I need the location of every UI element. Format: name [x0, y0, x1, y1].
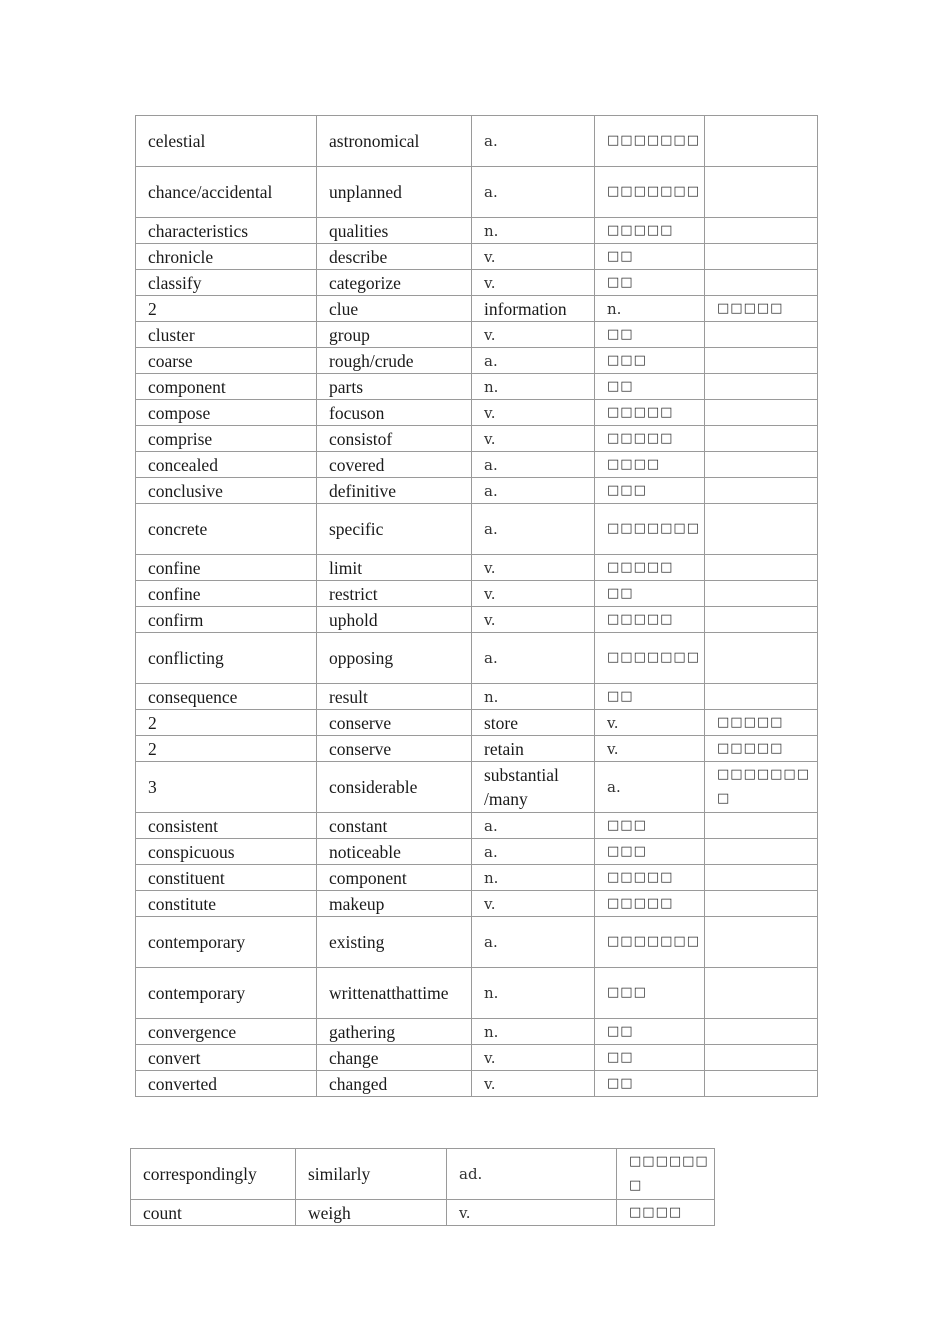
- cell-c1: constituent: [136, 865, 317, 891]
- table-row: [136, 400, 818, 426]
- cell-c1: confine: [136, 555, 317, 581]
- cell-c5: [705, 633, 818, 684]
- cell-c1: conflicting: [136, 633, 317, 684]
- cell-c1: concealed: [136, 452, 317, 478]
- cell-c5: [705, 1045, 818, 1071]
- cell-c1: chance/accidental: [136, 167, 317, 218]
- cell-c2: focuson: [317, 400, 472, 426]
- cell-c3: n.: [472, 374, 595, 400]
- table-row: [136, 736, 818, 762]
- cell-c4: □□□□: [595, 452, 705, 478]
- cell-c1: confine: [136, 581, 317, 607]
- table-row: [136, 374, 818, 400]
- cell-c4: □□□□□: [595, 891, 705, 917]
- cell-c3: information: [472, 296, 595, 322]
- cell-c1: conspicuous: [136, 839, 317, 865]
- cell-c4: □□: [595, 1019, 705, 1045]
- cell-c5: [705, 322, 818, 348]
- cell-c1: characteristics: [136, 218, 317, 244]
- cell-c5: [705, 968, 818, 1019]
- cell-c3: v.: [472, 607, 595, 633]
- cell-c2: parts: [317, 374, 472, 400]
- cell-c2: change: [317, 1045, 472, 1071]
- cell-c2: qualities: [317, 218, 472, 244]
- cell-c3: n.: [472, 218, 595, 244]
- cell-c3: n.: [472, 968, 595, 1019]
- cell-c4: □□: [595, 581, 705, 607]
- cell-c4: □□: [595, 244, 705, 270]
- table-row: [136, 710, 818, 736]
- table-row: [136, 426, 818, 452]
- cell-c4: □□□□: [617, 1200, 715, 1226]
- cell-c2: group: [317, 322, 472, 348]
- cell-c3: v.: [472, 581, 595, 607]
- cell-c5: [705, 1019, 818, 1045]
- cell-c3: substantial /many: [472, 762, 595, 813]
- cell-c5: □□□□□: [705, 736, 818, 762]
- cell-c4: □□: [595, 1071, 705, 1097]
- cell-c1: classify: [136, 270, 317, 296]
- table-row: [136, 839, 818, 865]
- cell-c4: □□□□□□□: [595, 504, 705, 555]
- table-row: [136, 865, 818, 891]
- cell-c2: considerable: [317, 762, 472, 813]
- cell-c2: changed: [317, 1071, 472, 1097]
- cell-c1: constitute: [136, 891, 317, 917]
- table-row: [136, 452, 818, 478]
- cell-c1: 2: [136, 736, 317, 762]
- cell-c3: retain: [472, 736, 595, 762]
- cell-c4: □□□□□: [595, 865, 705, 891]
- cell-c1: cluster: [136, 322, 317, 348]
- table-row: [136, 1045, 818, 1071]
- cell-c4: □□□: [595, 348, 705, 374]
- cell-c2: weigh: [296, 1200, 447, 1226]
- cell-c5: [705, 374, 818, 400]
- cell-c1: component: [136, 374, 317, 400]
- cell-c1: count: [131, 1200, 296, 1226]
- table-row: [136, 555, 818, 581]
- cell-c3: a.: [472, 917, 595, 968]
- cell-c5: [705, 244, 818, 270]
- cell-c3: n.: [472, 865, 595, 891]
- cell-c4: □□□□□□□: [595, 167, 705, 218]
- cell-c5: □□□□□□□□: [705, 762, 818, 813]
- cell-c5: □□□□□: [705, 710, 818, 736]
- table-row: [136, 348, 818, 374]
- cell-c1: 3: [136, 762, 317, 813]
- cell-c4: □□□□□: [595, 400, 705, 426]
- cell-c2: noticeable: [317, 839, 472, 865]
- cell-c2: conserve: [317, 710, 472, 736]
- cell-c2: gathering: [317, 1019, 472, 1045]
- cell-c4: □□: [595, 684, 705, 710]
- cell-c3: v.: [472, 322, 595, 348]
- cell-c2: rough/crude: [317, 348, 472, 374]
- cell-c4: □□□□□□□: [595, 917, 705, 968]
- cell-c1: compose: [136, 400, 317, 426]
- cell-c5: [705, 1071, 818, 1097]
- table-row: [136, 581, 818, 607]
- cell-c2: similarly: [296, 1149, 447, 1200]
- cell-c5: [705, 891, 818, 917]
- cell-c2: definitive: [317, 478, 472, 504]
- cell-c1: consequence: [136, 684, 317, 710]
- cell-c5: [705, 684, 818, 710]
- cell-c3: a.: [472, 167, 595, 218]
- cell-c4: □□: [595, 374, 705, 400]
- cell-c2: writtenatthattime: [317, 968, 472, 1019]
- table-row: [136, 1071, 818, 1097]
- cell-c3: v.: [472, 400, 595, 426]
- cell-c5: [705, 478, 818, 504]
- cell-c2: consistof: [317, 426, 472, 452]
- cell-c3: v.: [472, 555, 595, 581]
- cell-c2: unplanned: [317, 167, 472, 218]
- table-row: [136, 218, 818, 244]
- cell-c3: v.: [472, 244, 595, 270]
- cell-c3: a.: [472, 839, 595, 865]
- cell-c3: ad.: [447, 1149, 617, 1200]
- cell-c2: opposing: [317, 633, 472, 684]
- cell-c1: 2: [136, 296, 317, 322]
- table-row: [136, 633, 818, 684]
- cell-c5: [705, 865, 818, 891]
- cell-c4: □□□: [595, 813, 705, 839]
- cell-c5: [705, 426, 818, 452]
- cell-c3: a.: [472, 478, 595, 504]
- cell-c2: limit: [317, 555, 472, 581]
- cell-c2: clue: [317, 296, 472, 322]
- cell-c1: 2: [136, 710, 317, 736]
- cell-c4: □□□: [595, 839, 705, 865]
- table-row: [136, 968, 818, 1019]
- cell-c2: covered: [317, 452, 472, 478]
- cell-c4: □□□□□: [595, 218, 705, 244]
- cell-c2: restrict: [317, 581, 472, 607]
- cell-c1: celestial: [136, 116, 317, 167]
- vocabulary-table-1: [135, 115, 818, 1097]
- table-row: [136, 1019, 818, 1045]
- cell-c3: n.: [472, 684, 595, 710]
- cell-c3: v.: [472, 891, 595, 917]
- cell-c5: [705, 581, 818, 607]
- table-row: [136, 813, 818, 839]
- table-row: [136, 244, 818, 270]
- cell-c1: convert: [136, 1045, 317, 1071]
- cell-c3: a.: [472, 504, 595, 555]
- table-row: [136, 296, 818, 322]
- cell-c5: [705, 607, 818, 633]
- table-row: [136, 270, 818, 296]
- cell-c5: [705, 452, 818, 478]
- cell-c4: □□□□□□□: [595, 633, 705, 684]
- cell-c3: n.: [472, 1019, 595, 1045]
- table-row: [136, 917, 818, 968]
- table-row: [131, 1149, 715, 1200]
- cell-c4: n.: [595, 296, 705, 322]
- cell-c5: [705, 167, 818, 218]
- cell-c1: correspondingly: [131, 1149, 296, 1200]
- cell-c4: v.: [595, 710, 705, 736]
- cell-c4: □□□□□□□: [617, 1149, 715, 1200]
- cell-c5: [705, 504, 818, 555]
- cell-c2: makeup: [317, 891, 472, 917]
- cell-c2: astronomical: [317, 116, 472, 167]
- table-row: [136, 116, 818, 167]
- cell-c3: v.: [472, 1071, 595, 1097]
- table-row: [136, 504, 818, 555]
- cell-c2: constant: [317, 813, 472, 839]
- cell-c2: conserve: [317, 736, 472, 762]
- cell-c2: describe: [317, 244, 472, 270]
- cell-c1: concrete: [136, 504, 317, 555]
- table-row: [136, 322, 818, 348]
- table-row: [136, 762, 818, 813]
- cell-c3: v.: [472, 1045, 595, 1071]
- cell-c5: [705, 348, 818, 374]
- cell-c4: □□: [595, 1045, 705, 1071]
- cell-c5: [705, 839, 818, 865]
- cell-c3: a.: [472, 813, 595, 839]
- cell-c3: a.: [472, 633, 595, 684]
- table-row: [136, 607, 818, 633]
- cell-c4: a.: [595, 762, 705, 813]
- cell-c1: contemporary: [136, 917, 317, 968]
- cell-c4: □□□□□: [595, 426, 705, 452]
- cell-c4: □□□: [595, 968, 705, 1019]
- vocabulary-table-2-body: [131, 1149, 715, 1226]
- cell-c1: conclusive: [136, 478, 317, 504]
- cell-c3: store: [472, 710, 595, 736]
- cell-c2: existing: [317, 917, 472, 968]
- table-row: [136, 167, 818, 218]
- vocabulary-table-1-body: [136, 116, 818, 1097]
- cell-c2: result: [317, 684, 472, 710]
- cell-c1: converted: [136, 1071, 317, 1097]
- cell-c3: a.: [472, 452, 595, 478]
- cell-c1: confirm: [136, 607, 317, 633]
- cell-c3: a.: [472, 348, 595, 374]
- cell-c2: categorize: [317, 270, 472, 296]
- cell-c5: [705, 270, 818, 296]
- cell-c3: v.: [472, 270, 595, 296]
- cell-c4: □□□□□□□: [595, 116, 705, 167]
- cell-c1: comprise: [136, 426, 317, 452]
- cell-c4: □□: [595, 322, 705, 348]
- vocabulary-table-2: [130, 1148, 715, 1226]
- cell-c5: [705, 400, 818, 426]
- cell-c5: [705, 813, 818, 839]
- cell-c2: specific: [317, 504, 472, 555]
- cell-c4: □□□□□: [595, 607, 705, 633]
- cell-c1: convergence: [136, 1019, 317, 1045]
- cell-c1: chronicle: [136, 244, 317, 270]
- table-row: [136, 891, 818, 917]
- cell-c5: [705, 116, 818, 167]
- table-row: [136, 684, 818, 710]
- cell-c2: uphold: [317, 607, 472, 633]
- cell-c1: consistent: [136, 813, 317, 839]
- cell-c4: v.: [595, 736, 705, 762]
- cell-c4: □□□: [595, 478, 705, 504]
- cell-c1: coarse: [136, 348, 317, 374]
- cell-c1: contemporary: [136, 968, 317, 1019]
- cell-c3: v.: [447, 1200, 617, 1226]
- cell-c5: [705, 555, 818, 581]
- cell-c5: [705, 917, 818, 968]
- table-row: [131, 1200, 715, 1226]
- cell-c4: □□: [595, 270, 705, 296]
- cell-c5: [705, 218, 818, 244]
- cell-c3: v.: [472, 426, 595, 452]
- cell-c5: □□□□□: [705, 296, 818, 322]
- table-row: [136, 478, 818, 504]
- cell-c3: a.: [472, 116, 595, 167]
- cell-c2: component: [317, 865, 472, 891]
- cell-c4: □□□□□: [595, 555, 705, 581]
